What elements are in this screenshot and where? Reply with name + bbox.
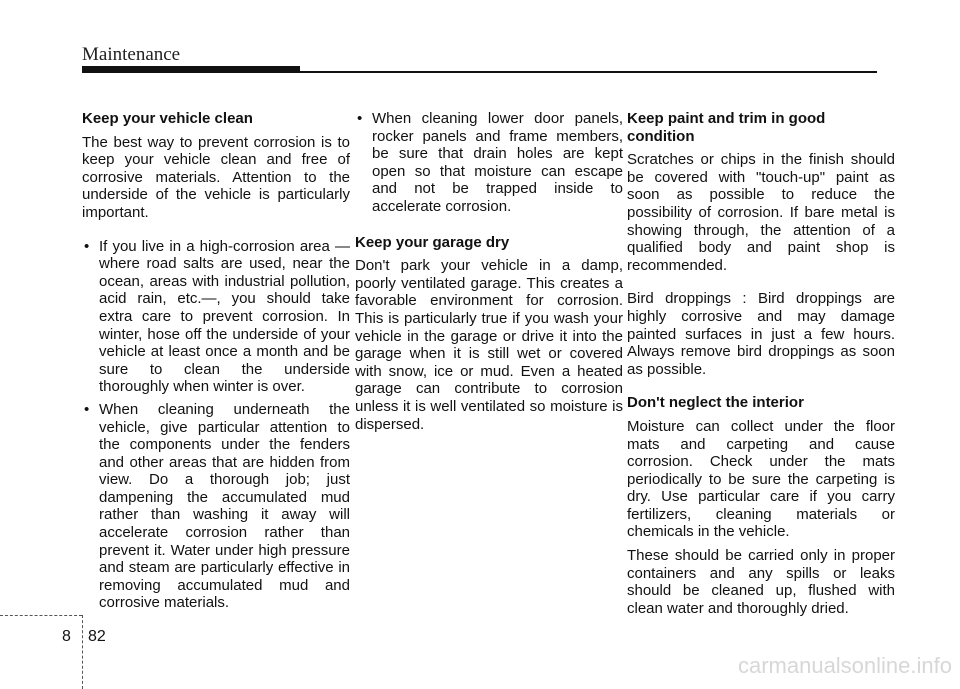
footer-dashed-rule	[0, 615, 82, 616]
header-rule-thick	[82, 66, 300, 73]
watermark: carmanualsonline.info	[737, 653, 952, 678]
paragraph-containers: These should be carried only in proper containers and any spills or leaks should be cleaned up, flushed with clean water and thoroughly dried.	[627, 547, 895, 617]
heading-paint-trim: Keep paint and trim in good condition	[627, 110, 826, 145]
column-3	[627, 110, 895, 633]
column-1	[82, 110, 350, 617]
page-number: 82	[88, 628, 106, 645]
paragraph-moisture: Moisture can collect under the floor mats and carpeting and cause corrosion. Check under the mats periodically to be sure the carpeting is dry. Use particular care if you carry fertilizers, cleaning materials or chemicals in the vehicle.	[627, 417, 895, 541]
bullet-list-clean	[82, 238, 350, 612]
heading-garage-dry: Keep your garage dry	[355, 233, 510, 251]
section-number: 8	[62, 628, 71, 645]
heading-keep-clean: Keep your vehicle clean	[82, 110, 253, 127]
paragraph-garage: Don't park your vehicle in a damp, poorly ventilated garage. This creates a favorable environment for corrosion. This is particularly true if you wash your vehicle in the garage or drive it into the garage when it is still wet or covered with snow, ice or mud. Even a heated garage can contribute to corrosion unless it is well ventilated so moisture is dispersed.	[355, 257, 623, 433]
paragraph-bird-droppings: Bird droppings : Bird droppings are highly corrosive and may damage painted surfaces in just a few hours. Always remove bird droppings as soon as possible.	[627, 290, 895, 378]
bullet-underneath: • When cleaning underneath the vehicle, give particular attention to the components under the fenders and other areas that are hidden from view. Do a thorough job; just dampening the accumulated mud rather than washing it away will accelerate corrosion rather than prevent it. Water under high pressure and steam are particularly effective in removing accumulated mud and corrosive materials.	[82, 401, 350, 612]
bullet-high-corrosion: • If you live in a high-corrosion area — where road salts are used, near the ocean, areas with industrial pollution, acid rain, etc.—, you should take extra care to prevent corrosion. In winter, hose off the underside of your vehicle at least once a month and be sure to clean the underside thoroughly when winter is over.	[82, 238, 350, 396]
paragraph-intro: The best way to prevent corrosion is to keep your vehicle clean and free of corrosive materials. Attention to the underside of the vehicle is particularly important.	[82, 133, 350, 221]
header-title: Maintenance	[82, 44, 181, 65]
footer-dashed-divider	[82, 615, 83, 689]
paragraph-scratches: Scratches or chips in the finish should be covered with "touch-up" paint as soon as possible to reduce the possibility of corrosion. If bare metal is showing through, the attention of a qualified body and paint shop is recommended.	[627, 151, 895, 274]
bullet-door-panels: • When cleaning lower door panels, rocker panels and frame members, be sure that drain holes are kept open so that moisture can escape and not be trapped inside to accelerate corrosion.	[355, 110, 623, 216]
bullet-list-door-panels	[355, 110, 623, 216]
column-2	[355, 110, 623, 449]
heading-interior: Don't neglect the interior	[627, 394, 804, 412]
header-rule-thin	[300, 71, 877, 73]
